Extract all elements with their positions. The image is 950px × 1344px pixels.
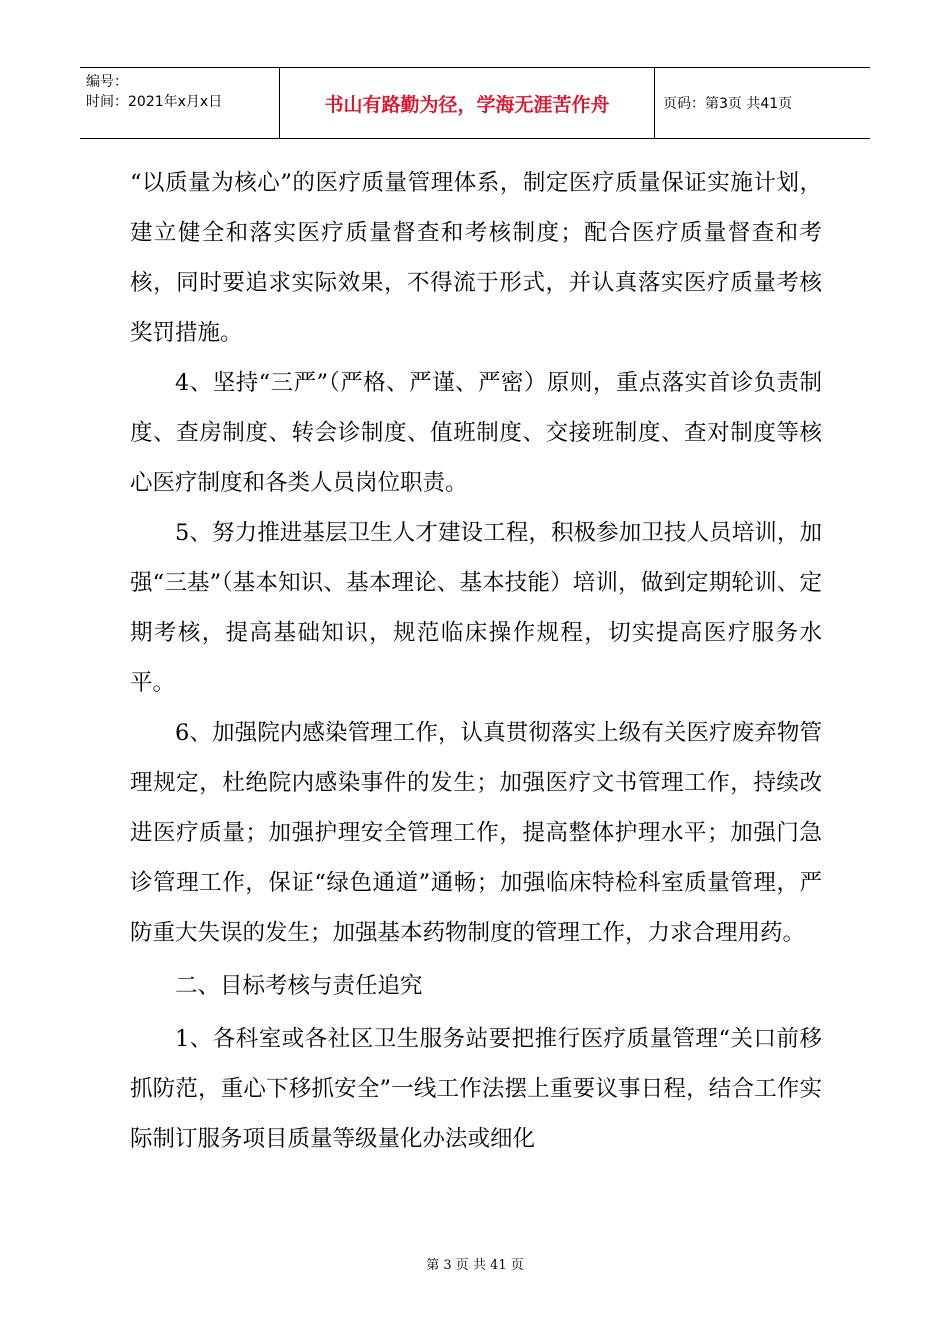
- page-footer: 第 3 页 共 41 页: [426, 1258, 524, 1273]
- paragraph-4: 6、加强院内感染管理工作，认真贯彻落实上级有关医疗废弃物管理规定，杜绝院内感染事件的发生；加强医疗文书管理工作，持续改进医疗质量；加强护理安全管理工作，提高整体护理水平；加强门急诊管理工作，保证“绿色通道”通畅；加强临床特检科室质量管理，严防重大失误的发生；加强基本药物制度的管理工作，力求合理用药。: [130, 720, 822, 946]
- page-header: [80, 67, 870, 139]
- paragraph-5: 1、各科室或各社区卫生服务站要把推行医疗质量管理“关口前移抓防范，重心下移抓安全”一线工作法摆上重要议事日程，结合工作实际制订服务项目质量等级量化办法或细化: [130, 1026, 822, 1152]
- header-page-info: 页码：第3页 共41页: [663, 96, 793, 112]
- paragraph-3: 5、努力推进基层卫生人才建设工程，积极参加卫技人员培训，加强“三基”（基本知识、基本理论、基本技能）培训，做到定期轮训、定期考核，提高基础知识，规范临床操作规程，切实提高医疗服务水平。: [130, 520, 822, 696]
- paragraph-1: “以质量为核心”的医疗质量管理体系，制定医疗质量保证实施计划，建立健全和落实医疗质量督查和考核制度；配合医疗质量督查和考核，同时要追求实际效果，不得流于形式，并认真落实医疗质量考核奖罚措施。: [130, 170, 822, 346]
- paragraph-2: 4、坚持“三严”（严格、严谨、严密）原则，重点落实首诊负责制度、查房制度、转会诊制度、值班制度、交接班制度、查对制度等核心医疗制度和各类人员岗位职责。: [130, 370, 822, 496]
- time-label: 时间：2021年x月x日: [86, 94, 223, 110]
- number-label: 编号：: [86, 74, 128, 90]
- section-heading: 二、目标考核与责任追究: [175, 973, 423, 999]
- document-body: [130, 158, 822, 1164]
- header-meta: [80, 68, 280, 138]
- header-motto: 书山有路勤为径，学海无涯苦作舟: [280, 68, 655, 138]
